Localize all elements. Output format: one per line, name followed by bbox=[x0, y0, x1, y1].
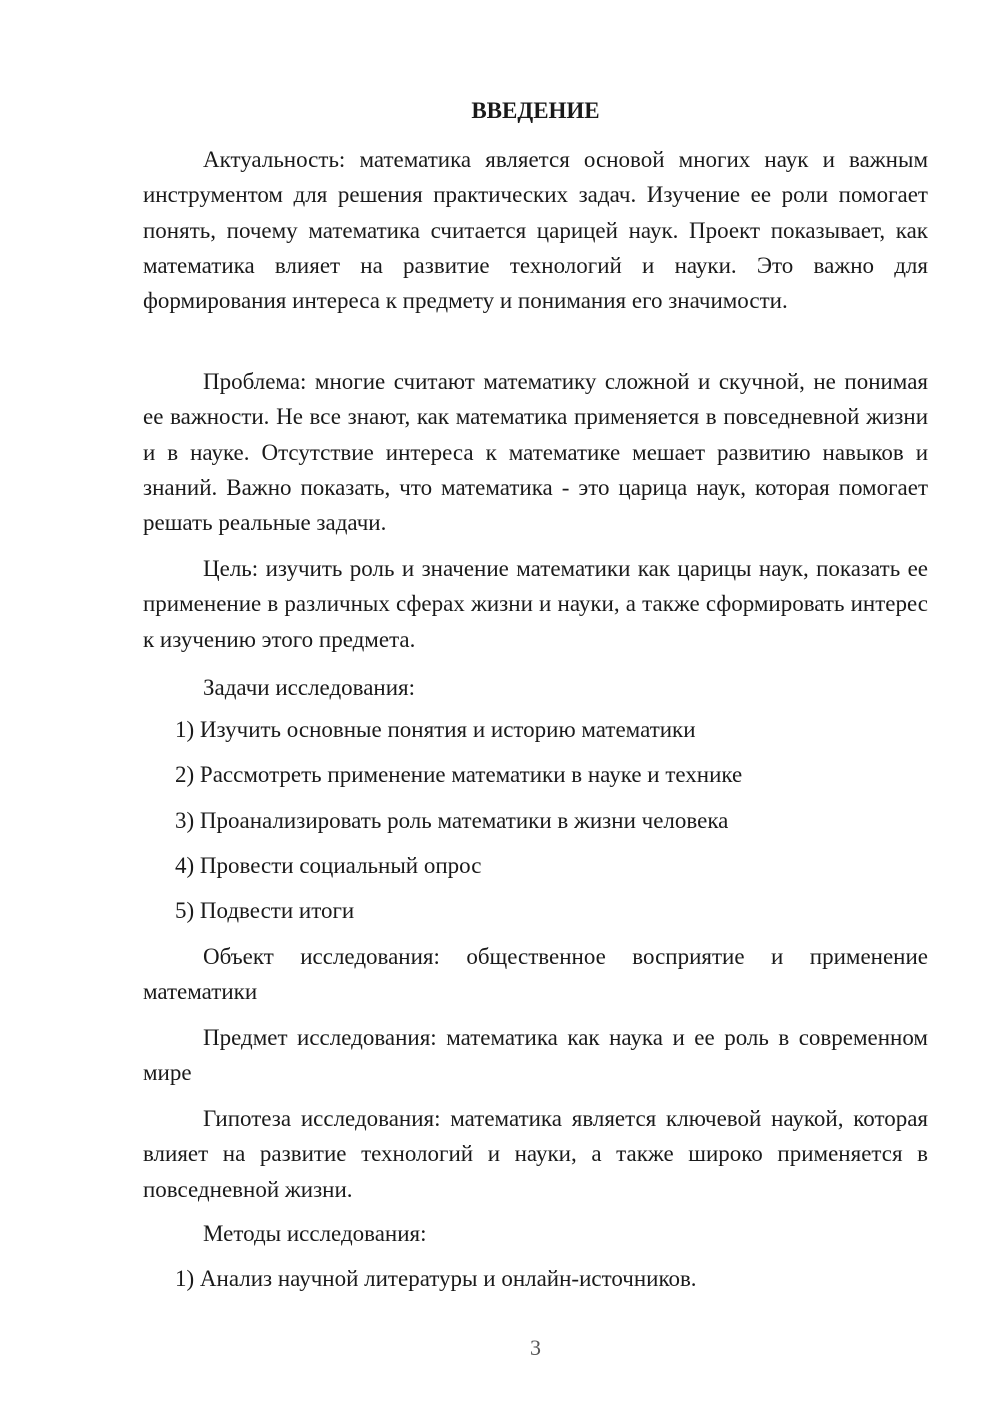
paragraph-subject: Предмет исследования: математика как наука и ее роль в современном мире bbox=[143, 1025, 928, 1086]
paragraph-object: Объект исследования: общественное восприятие и применение математики bbox=[143, 944, 928, 1005]
document-page bbox=[143, 0, 928, 1414]
paragraph-problem: Проблема: многие считают математику сложной и скучной, не понимая ее важности. Не все знают, как математика применяется в повседневной жизни и в науке. Отсутствие интереса к математике мешает развитию навыков и знаний. Важно показать, что математика - это царица наук, которая помогает решать реальные задачи. bbox=[143, 369, 928, 536]
page-number: 3 bbox=[530, 1335, 541, 1360]
task-item-2: 2) Рассмотреть применение математики в науке и технике bbox=[175, 762, 743, 787]
method-item-1: 1) Анализ научной литературы и онлайн-источников. bbox=[175, 1266, 697, 1291]
tasks-heading: Задачи исследования: bbox=[203, 675, 416, 700]
task-item-1: 1) Изучить основные понятия и историю математики bbox=[175, 717, 696, 742]
paragraph-hypothesis: Гипотеза исследования: математика является ключевой наукой, которая влияет на развитие технологий и науки, а также широко применяется в повседневной жизни. bbox=[143, 1106, 928, 1202]
task-item-3: 3) Проанализировать роль математики в жизни человека bbox=[175, 808, 729, 833]
section-title: ВВЕДЕНИЕ bbox=[471, 98, 600, 123]
task-item-4: 4) Провести социальный опрос bbox=[175, 853, 482, 878]
paragraph-relevance: Актуальность: математика является основой многих наук и важным инструментом для решения практических задач. Изучение ее роли помогает понять, почему математика считается царицей наук. Проект показывает, как математика влияет на развитие технологий и науки. Это важно для формирования интереса к предмету и понимания его значимости. bbox=[143, 147, 928, 314]
task-item-5: 5) Подвести итоги bbox=[175, 898, 355, 923]
methods-heading: Методы исследования: bbox=[203, 1221, 427, 1246]
paragraph-goal: Цель: изучить роль и значение математики как царицы наук, показать ее применение в различных сферах жизни и науки, а также сформировать интерес к изучению этого предмета. bbox=[143, 556, 928, 652]
